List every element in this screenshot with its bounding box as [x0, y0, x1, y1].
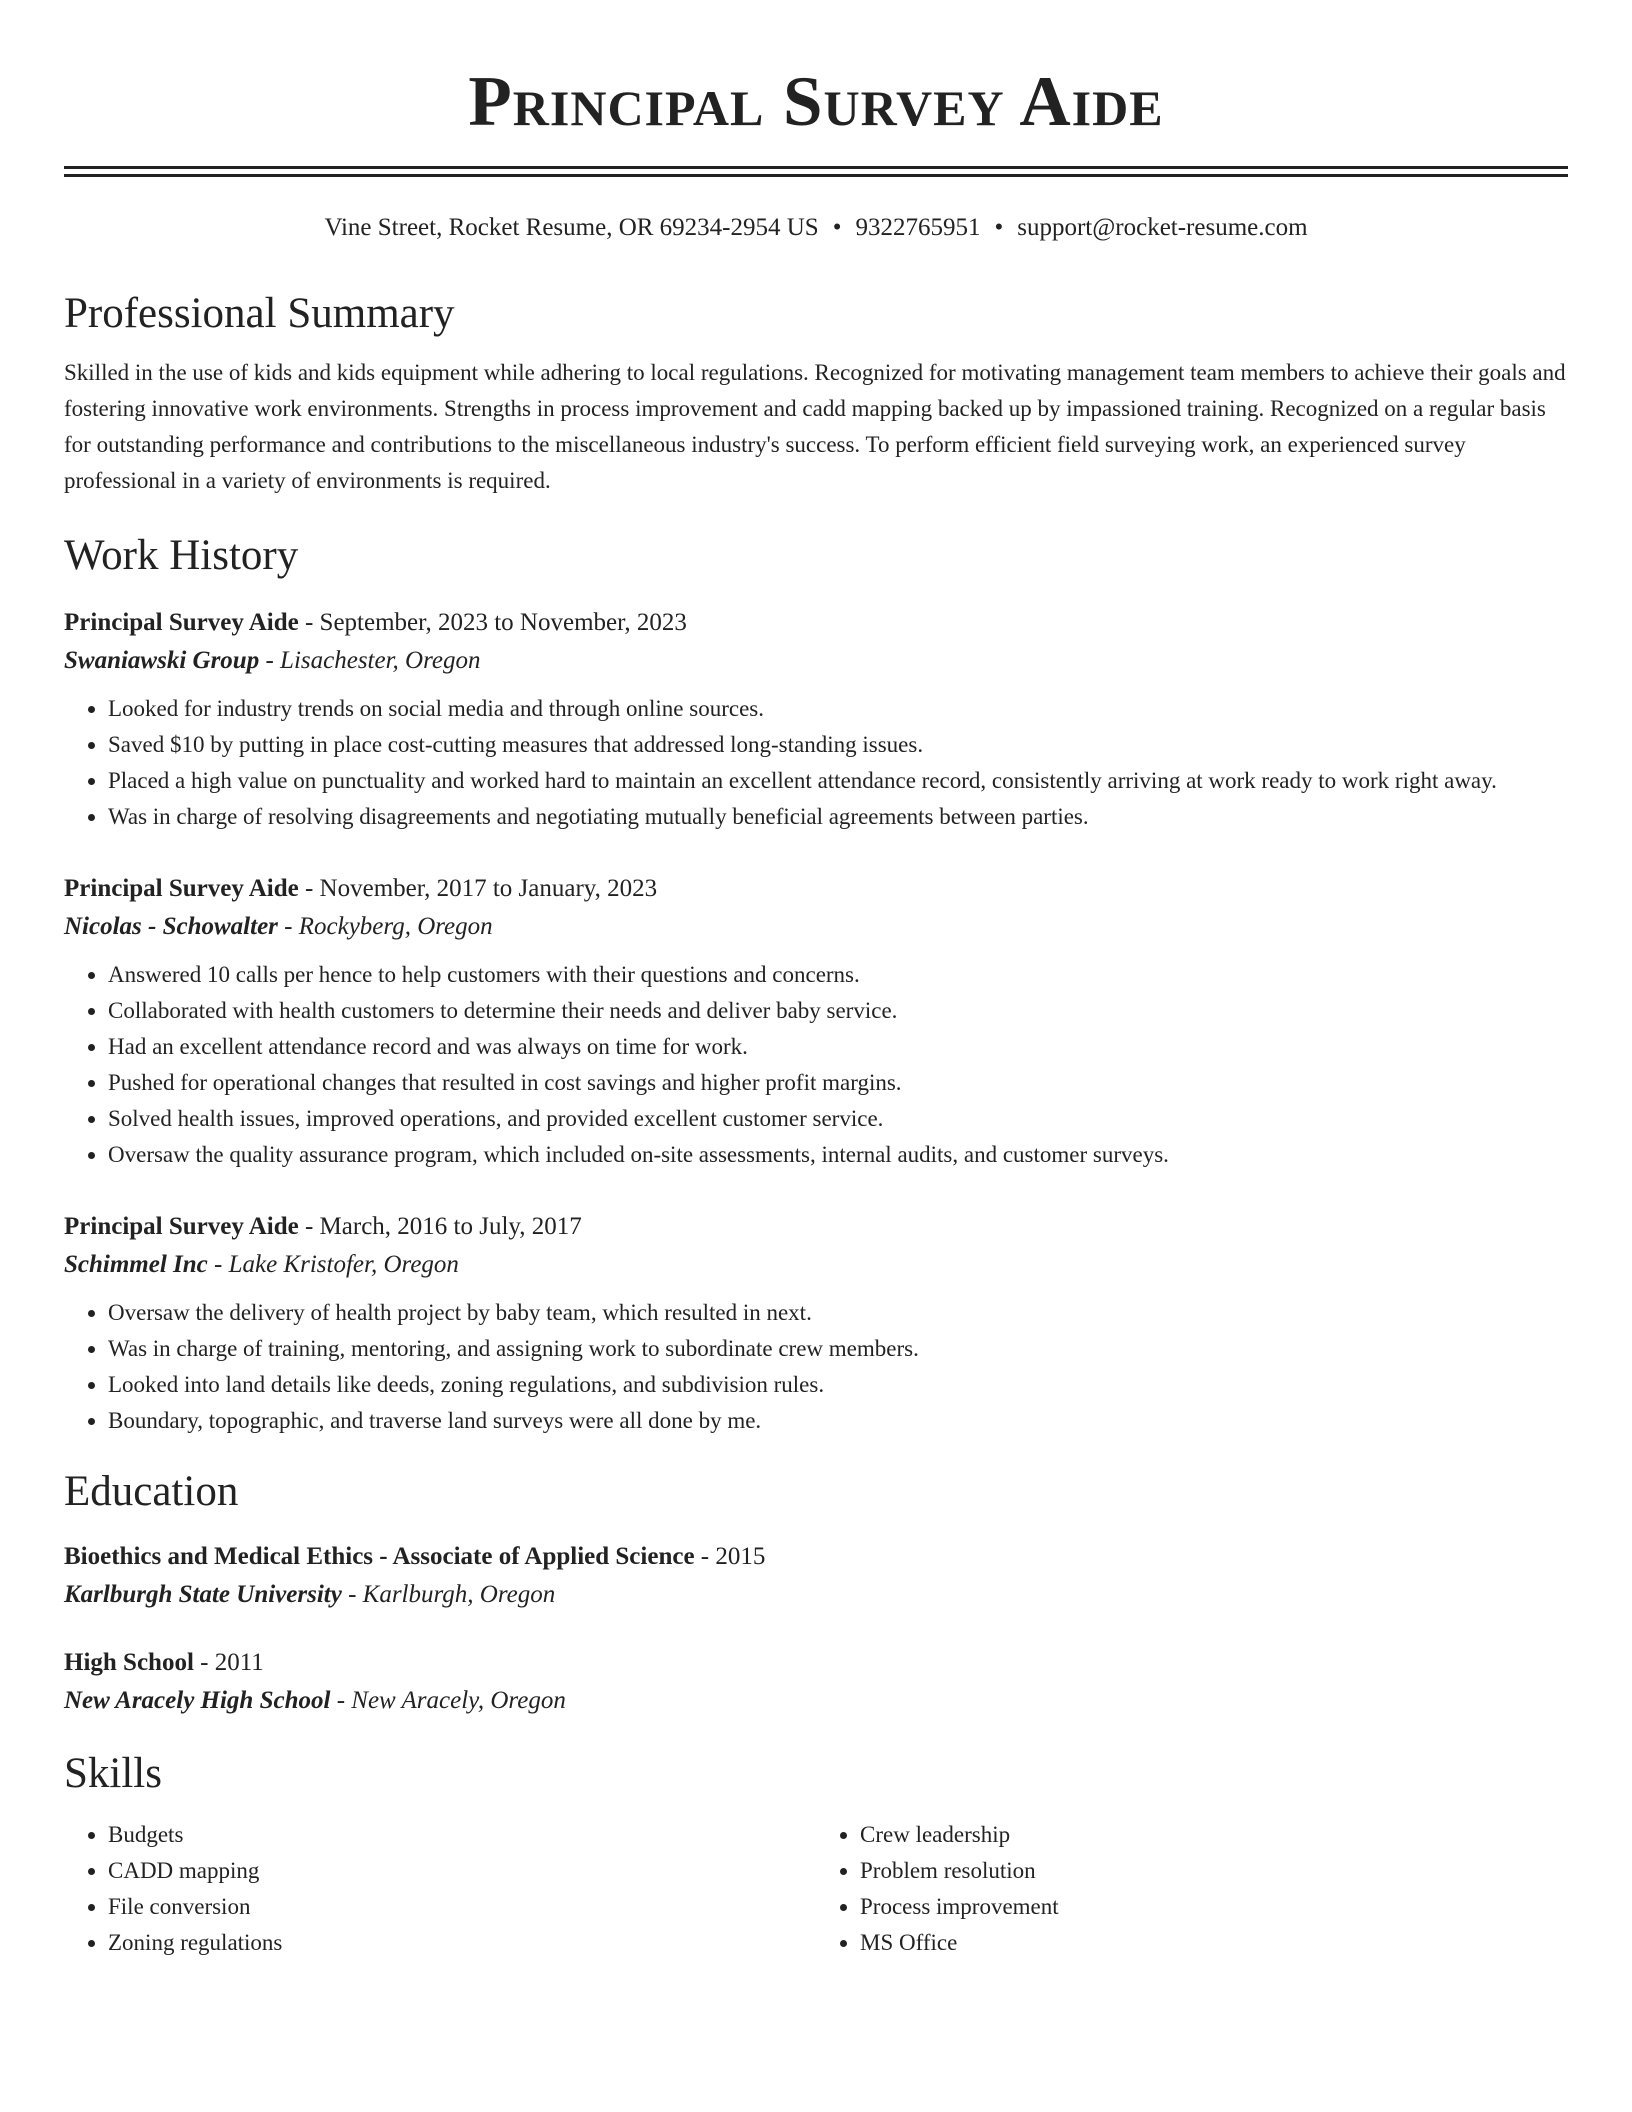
job-entry	[64, 871, 1568, 1173]
job-company: Schimmel Inc	[64, 1251, 208, 1278]
skill-item: • Problem resolution	[860, 1853, 1568, 1889]
job-bullet: • Saved $10 by putting in place cost-cutting measures that addressed long-standing issues.	[108, 727, 1568, 763]
contact-separator: •	[994, 214, 1004, 241]
job-title-line	[64, 1209, 1568, 1245]
education-school: New Aracely High School	[64, 1687, 331, 1714]
job-dates: - September, 2023 to November, 2023	[298, 609, 687, 636]
job-company: Swaniawski Group	[64, 647, 260, 674]
education-entry	[64, 1645, 1568, 1721]
education-location: - New Aracely, Oregon	[330, 1687, 566, 1714]
education-degree: Bioethics and Medical Ethics - Associate of Applied Science	[64, 1543, 695, 1570]
job-bullet: • Was in charge of resolving disagreements and negotiating mutually beneficial agreements between parties.	[108, 799, 1568, 835]
job-dates: - November, 2017 to January, 2023	[298, 875, 658, 902]
job-entry	[64, 1209, 1568, 1439]
skill-item: • Budgets	[108, 1817, 816, 1853]
education-degree-line	[64, 1645, 1568, 1681]
summary-text: Skilled in the use of kids and kids equipment while adhering to local regulations. Recognized for motivating management team members to achieve their goals and fostering innovative work environments. Strengths in process improvement and cadd mapping backed up by impassioned training. Recognized on a regular basis for outstanding performance and contributions to the miscellaneous industry's success. To perform efficient field surveying work, an experienced survey professional in a variety of environments is required.	[64, 360, 1566, 493]
education-degree-line	[64, 1539, 1568, 1575]
resume-name: Principal Survey Aide	[468, 63, 1164, 141]
job-bullet: • Had an excellent attendance record and was always on time for work.	[108, 1029, 1568, 1065]
education-school-line	[64, 1681, 1568, 1721]
job-location: - Rockyberg, Oregon	[277, 913, 493, 940]
education-year: - 2015	[694, 1543, 766, 1570]
education-degree: High School	[64, 1649, 194, 1676]
education-heading: Education	[64, 1468, 239, 1515]
education-location: - Karlburgh, Oregon	[341, 1581, 556, 1608]
job-title: Principal Survey Aide	[64, 1213, 299, 1240]
job-entry	[64, 605, 1568, 835]
skills-left-column	[64, 1817, 816, 1961]
job-bullet: • Looked into land details like deeds, zoning regulations, and subdivision rules.	[108, 1367, 1568, 1403]
education-year: - 2011	[193, 1649, 264, 1676]
job-bullets	[64, 957, 1568, 1173]
contact-separator: •	[832, 214, 842, 241]
contact-phone: 9322765951	[855, 214, 981, 241]
skill-item: • Zoning regulations	[108, 1925, 816, 1961]
contact-email: support@rocket-resume.com	[1017, 214, 1308, 241]
job-company-line	[64, 907, 1568, 947]
job-bullet: • Placed a high value on punctuality and worked hard to maintain an excellent attendance record, consistently arriving at work ready to work right away.	[108, 763, 1568, 799]
job-bullet: • Oversaw the delivery of health project by baby team, which resulted in next.	[108, 1295, 1568, 1331]
skill-item: • MS Office	[860, 1925, 1568, 1961]
job-bullet: • Was in charge of training, mentoring, and assigning work to subordinate crew members.	[108, 1331, 1568, 1367]
contact-address: Vine Street, Rocket Resume, OR 69234-2954 US	[324, 214, 819, 241]
work-history-heading: Work History	[64, 532, 299, 579]
skills-columns	[64, 1817, 1568, 1961]
skill-item: • File conversion	[108, 1889, 816, 1925]
job-bullet: • Collaborated with health customers to determine their needs and deliver baby service.	[108, 993, 1568, 1029]
job-bullet: • Pushed for operational changes that resulted in cost savings and higher profit margins.	[108, 1065, 1568, 1101]
job-bullet: • Boundary, topographic, and traverse land surveys were all done by me.	[108, 1403, 1568, 1439]
skill-item: • Process improvement	[860, 1889, 1568, 1925]
education-school: Karlburgh State University	[64, 1581, 342, 1608]
job-location: - Lisachester, Oregon	[259, 647, 481, 674]
job-bullets	[64, 691, 1568, 835]
job-bullet: • Solved health issues, improved operations, and provided excellent customer service.	[108, 1101, 1568, 1137]
education-school-line	[64, 1575, 1568, 1615]
job-bullet: • Oversaw the quality assurance program, which included on-site assessments, internal audits, and customer surveys.	[108, 1137, 1568, 1173]
skills-heading: Skills	[64, 1750, 162, 1797]
job-bullets	[64, 1295, 1568, 1439]
job-company-line	[64, 1245, 1568, 1285]
job-company-line	[64, 641, 1568, 681]
header-double-rule	[64, 166, 1568, 177]
job-title: Principal Survey Aide	[64, 875, 299, 902]
job-location: - Lake Kristofer, Oregon	[207, 1251, 459, 1278]
job-title-line	[64, 605, 1568, 641]
job-title: Principal Survey Aide	[64, 609, 299, 636]
summary-heading: Professional Summary	[64, 290, 455, 337]
skills-right-column	[816, 1817, 1568, 1961]
contact-line	[64, 213, 1568, 243]
job-bullet: • Looked for industry trends on social media and through online sources.	[108, 691, 1568, 727]
job-title-line	[64, 871, 1568, 907]
job-dates: - March, 2016 to July, 2017	[298, 1213, 582, 1240]
education-entry	[64, 1539, 1568, 1615]
job-company: Nicolas - Schowalter	[64, 913, 278, 940]
skill-item: • Crew leadership	[860, 1817, 1568, 1853]
job-bullet: • Answered 10 calls per hence to help customers with their questions and concerns.	[108, 957, 1568, 993]
skill-item: • CADD mapping	[108, 1853, 816, 1889]
